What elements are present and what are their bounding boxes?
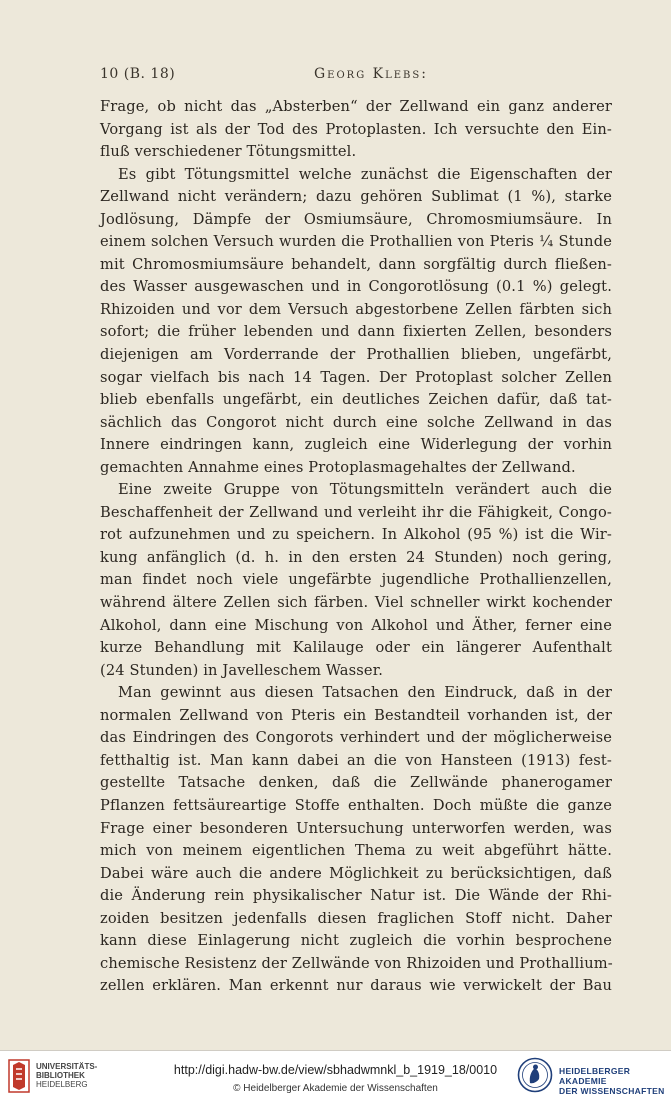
footer-bar	[0, 1050, 671, 1100]
text-line: blieb ebenfalls ungefärbt, ein deutliches Zeichen dafür, daß tat-	[100, 391, 612, 409]
text-line: sofort; die früher lebenden und dann fixierten Zellen, besonders	[100, 323, 612, 341]
paragraph-3	[100, 479, 612, 682]
text-line: sogar vielfach bis nach 14 Tagen. Der Protoplast solcher Zellen	[100, 368, 612, 386]
ub-line: UNIVERSITÄTS-	[36, 1062, 98, 1071]
text-line: rot aufzunehmen und zu speichern. In Alkohol (95 %) ist die Wir-	[100, 526, 612, 544]
text-line: des Wasser ausgewaschen und in Congorotlösung (0.1 %) gelegt.	[100, 278, 612, 296]
text-line: Eine zweite Gruppe von Tötungsmitteln verändert auch die	[118, 481, 612, 499]
text-line: zellen erklären. Man erkennt nur daraus wie verwickelt der Bau	[100, 977, 612, 995]
text-line: Zellwand nicht verändern; dazu gehören Sublimat (1 %), starke	[100, 188, 612, 206]
text-line: mich von meinem eigentlichen Thema zu weit abgeführt hätte.	[100, 842, 612, 860]
page-number: 10 (B. 18)	[100, 66, 176, 82]
academy-line: HEIDELBERGER AKADEMIE	[559, 1066, 631, 1086]
paragraph-1	[100, 96, 612, 164]
running-header	[100, 66, 612, 86]
text-line: zoiden besitzen jedenfalls diesen fraglichen Stoff nicht. Daher	[100, 909, 612, 927]
ub-line: HEIDELBERG	[36, 1080, 88, 1089]
permalink[interactable]: http://digi.hadw-bw.de/view/sbhadwmnkl_b_1919_18/0010	[173, 1063, 498, 1077]
text-line: man findet noch viele ungefärbte jugendliche Prothallienzellen,	[100, 571, 612, 589]
text-line: mit Chromosmiumsäure behandelt, dann sorgfältig durch fließen-	[100, 255, 612, 273]
text-line: kurze Behandlung mit Kalilauge oder ein längerer Aufenthalt	[100, 639, 612, 657]
text-line: kung anfänglich (d. h. in den ersten 24 Stunden) noch gering,	[100, 548, 612, 566]
text-line: Rhizoiden und vor dem Versuch abgestorbene Zellen färbten sich	[100, 300, 612, 318]
text-line: während ältere Zellen sich färben. Viel schneller wirkt kochender	[100, 594, 612, 612]
text-line: fluß verschiedener Tötungsmittel.	[100, 143, 357, 161]
text-line: Pflanzen fettsäureartige Stoffe enthalten. Doch müßte die ganze	[100, 796, 612, 814]
text-line: Man gewinnt aus diesen Tatsachen den Eindruck, daß in der	[118, 684, 612, 702]
text-line: Frage, ob nicht das „Absterben“ der Zellwand ein ganz anderer	[100, 98, 612, 115]
academy-line: DER WISSENSCHAFTEN	[559, 1086, 665, 1096]
academy-seal-icon	[517, 1057, 553, 1093]
text-line: fetthaltig ist. Man kann dabei an die von Hansteen (1913) fest-	[100, 751, 612, 769]
copyright: © Heidelberger Akademie der Wissenschaften	[233, 1083, 438, 1094]
text-line: Innere eindringen kann, zugleich eine Widerlegung der vorhin	[100, 436, 612, 454]
text-line: chemische Resistenz der Zellwände von Rhizoiden und Prothallium-	[100, 954, 613, 972]
text-line: sächlich das Congorot nicht durch eine solche Zellwand in das	[100, 413, 612, 431]
body-text	[100, 96, 612, 998]
author-header: Georg Klebs:	[314, 66, 428, 82]
ub-line: BIBLIOTHEK	[36, 1071, 85, 1080]
text-line: die Änderung rein physikalischer Natur ist. Die Wände der Rhi-	[100, 887, 612, 905]
paragraph-2	[100, 164, 612, 480]
text-line: (24 Stunden) in Javelleschem Wasser.	[100, 661, 384, 679]
paragraph-4	[100, 682, 612, 998]
text-line: normalen Zellwand von Pteris ein Bestandteil vorhanden ist, der	[100, 706, 612, 724]
text-line: gemachten Annahme eines Protoplasmagehaltes der Zellwand.	[100, 458, 576, 476]
text-line: einem solchen Versuch wurden die Prothallien von Pteris ¼ Stunde	[100, 233, 612, 251]
text-line: Dabei wäre auch die andere Möglichkeit zu berücksichtigen, daß	[100, 864, 612, 882]
text-line: Alkohol, dann eine Mischung von Alkohol und Äther, ferner eine	[100, 616, 612, 634]
academy-name	[559, 1066, 671, 1096]
text-line: Frage einer besonderen Untersuchung unterworfen werden, was	[100, 819, 612, 837]
text-line: Beschaffenheit der Zellwand und verleiht ihr die Fähigkeit, Congo-	[100, 503, 612, 521]
text-line: Jodlösung, Dämpfe der Osmiumsäure, Chromosmiumsäure. In	[100, 210, 612, 228]
text-line: das Eindringen des Congorots verhindert und der möglicherweise	[100, 729, 612, 747]
text-line: diejenigen am Vorderrande der Prothallien blieben, ungefärbt,	[100, 346, 612, 364]
text-line: Es gibt Tötungsmittel welche zunächst die Eigenschaften der	[118, 165, 612, 183]
text-line: gestellte Tatsache denken, daß die Zellwände phanerogamer	[100, 774, 612, 792]
text-line: Vorgang ist als der Tod des Protoplasten. Ich versuchte den Ein-	[100, 120, 612, 138]
text-line: kann diese Einlagerung nicht zugleich die vorhin besprochene	[100, 932, 612, 950]
